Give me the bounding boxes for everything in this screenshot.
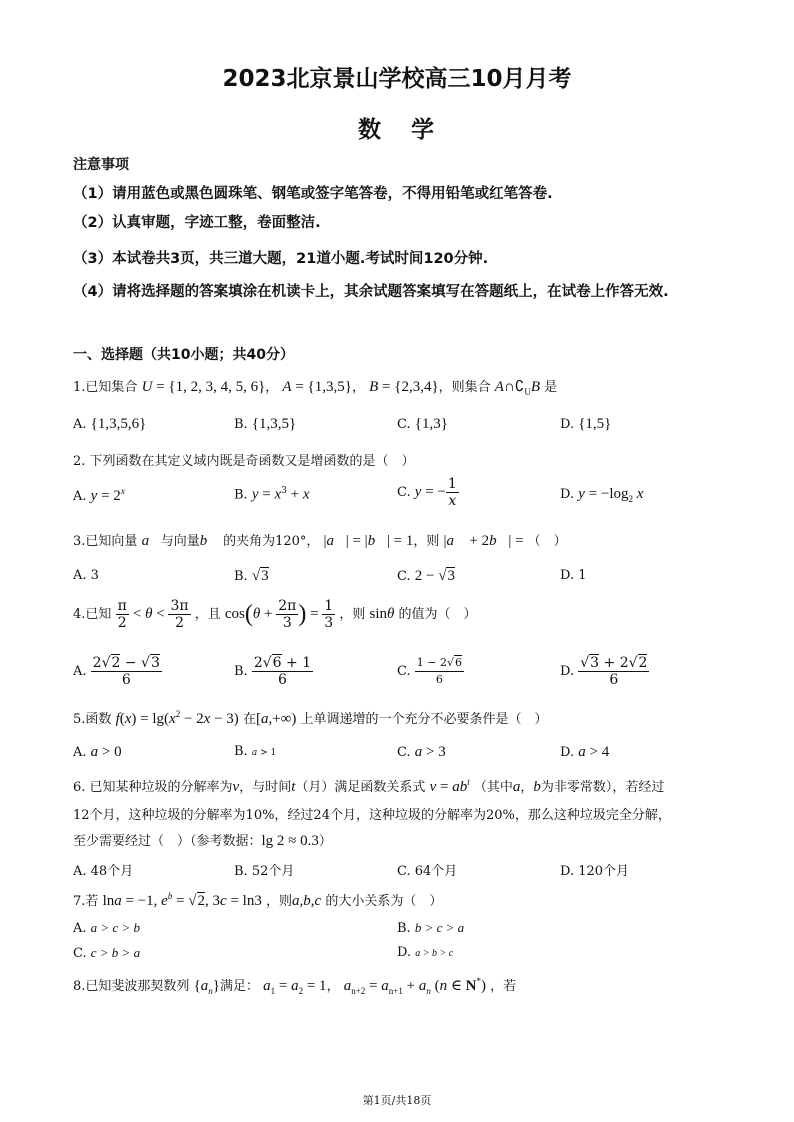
q6-option-b: B. 52个月: [234, 864, 295, 879]
q2-option-d: D. $y = -\log_2$ x: [560, 486, 644, 504]
q3-option-a: A. 3: [73, 568, 99, 583]
section-heading: 一、选择题（共10小题；共40分）: [73, 347, 294, 363]
note-4: （4）请将选择题的答案填涂在机读卡上，其余试题答案填写在答题纸上，在试卷上作答无效.: [73, 284, 669, 300]
q6-option-d: D. 120个月: [560, 864, 630, 879]
q7-option-b: B. b > c > a: [397, 920, 465, 936]
page-footer: 第1页/共18页: [362, 1094, 432, 1107]
q1-option-a: A. {1,3,5,6}: [73, 416, 147, 432]
question-6-line-3: 至少需要经过（ ）（参考数据：lg 2 ≈ 0.3）: [73, 833, 332, 849]
q7-option-a: A. a > c > b: [73, 920, 140, 936]
notes-heading: 注意事项: [73, 157, 129, 173]
q5-option-d: D. a > 4: [560, 744, 610, 760]
question-5: 5.函数 $f(x) = \lg(x^2 - 2x - 3)$ 在[a,+∞) 上单调递增的一个充分不必要条件是（ ）: [73, 709, 548, 727]
q5-option-c: C. a > 3: [397, 744, 446, 760]
question-6-line-1: 6. 已知某种垃圾的分解率为v，与时间t（月）满足函数关系式 $v = ab^t$ （其中a，b为非零常数），若经过: [73, 777, 665, 795]
question-6-line-2: 12个月，这种垃圾的分解率为10%，经过24个月，这种垃圾的分解率为20%，那么这种垃圾完全分解，: [73, 808, 671, 823]
exam-subject: 数学: [358, 117, 464, 143]
q1-option-c: C. {1,3}: [397, 416, 448, 432]
q2-option-c: C. y = − $\frac{1}{x}$: [397, 476, 457, 509]
q2-option-a: A. $y = 2^x$: [73, 486, 125, 504]
question-2: 2. 下列函数在其定义域内既是奇函数又是增函数的是（ ）: [73, 454, 415, 469]
q1-option-b: B. {1,3,5}: [234, 416, 297, 432]
exam-title: 2023北京景山学校高三10月月考: [222, 66, 572, 92]
q7-option-c: C. c > b > a: [73, 945, 141, 961]
q3-option-c: C. 2 − √3: [397, 568, 455, 584]
q4-option-c: C. $\frac{1 - 2√6}{6}$: [397, 656, 462, 686]
note-3: （3）本试卷共3页，共三道大题，21道小题.考试时间120分钟.: [73, 251, 489, 267]
question-3: 3.已知向量 a⃗与向量b⃗ 的夹角为120°， |a⃗| = |b⃗| = 1，则 |a⃗ + 2b⃗| = （ ）: [73, 533, 567, 549]
q4-option-b: B. $\frac{2√6 + 1}{6}$: [234, 655, 312, 688]
q5-option-a: A. a > 0: [73, 744, 122, 760]
q6-option-a: A. 48个月: [73, 864, 134, 879]
q3-option-b: B. √3: [234, 568, 269, 584]
note-1: （1）请用蓝色或黑色圆珠笔、钢笔或签字笔答卷，不得用铅笔或红笔答卷.: [73, 186, 553, 202]
q3-option-d: D. 1: [560, 568, 587, 583]
q1-option-d: D. {1,5}: [560, 416, 612, 432]
question-7: 7.若 lna = −1, $e^b = √2$, 3c = ln3 ，则a,b,c 的大小关系为（ ）: [73, 891, 443, 909]
question-4: 4.已知 $\frac{\pi}{2}$ < θ < $\frac{3\pi}{2}$ ，且 cos(θ + $\frac{2\pi}{3}$ ) = $\frac{1}{3}$ ，则 sinθ 的值为（ ）: [73, 598, 477, 631]
q4-option-d: D. $\frac{√3 + 2√2}{6}$: [560, 655, 648, 688]
q4-option-a: A. $\frac{2√2 - √3}{6}$: [73, 655, 160, 688]
q5-option-b: B. a > 1: [234, 744, 277, 759]
q7-option-d: D. a > b > c: [397, 945, 454, 960]
note-2: （2）认真审题，字迹工整，卷面整洁.: [73, 215, 321, 231]
q6-option-c: C. 64个月: [397, 864, 458, 879]
question-1: 1.已知集合 U = {1, 2, 3, 4, 5, 6}， A = {1,3,5}， B = {2,3,4}，则集合 $A\cap∁_UB$ 是: [73, 379, 558, 397]
question-8: 8.已知斐波那契数列 $\{a_n\}$满足： $a_1 = a_2 = 1$， $a_{n+2} = a_{n+1} + a_n$ (n ∈ N*) ，若: [73, 976, 517, 996]
q2-option-b: B. $y = x^3 + x$: [234, 486, 310, 503]
